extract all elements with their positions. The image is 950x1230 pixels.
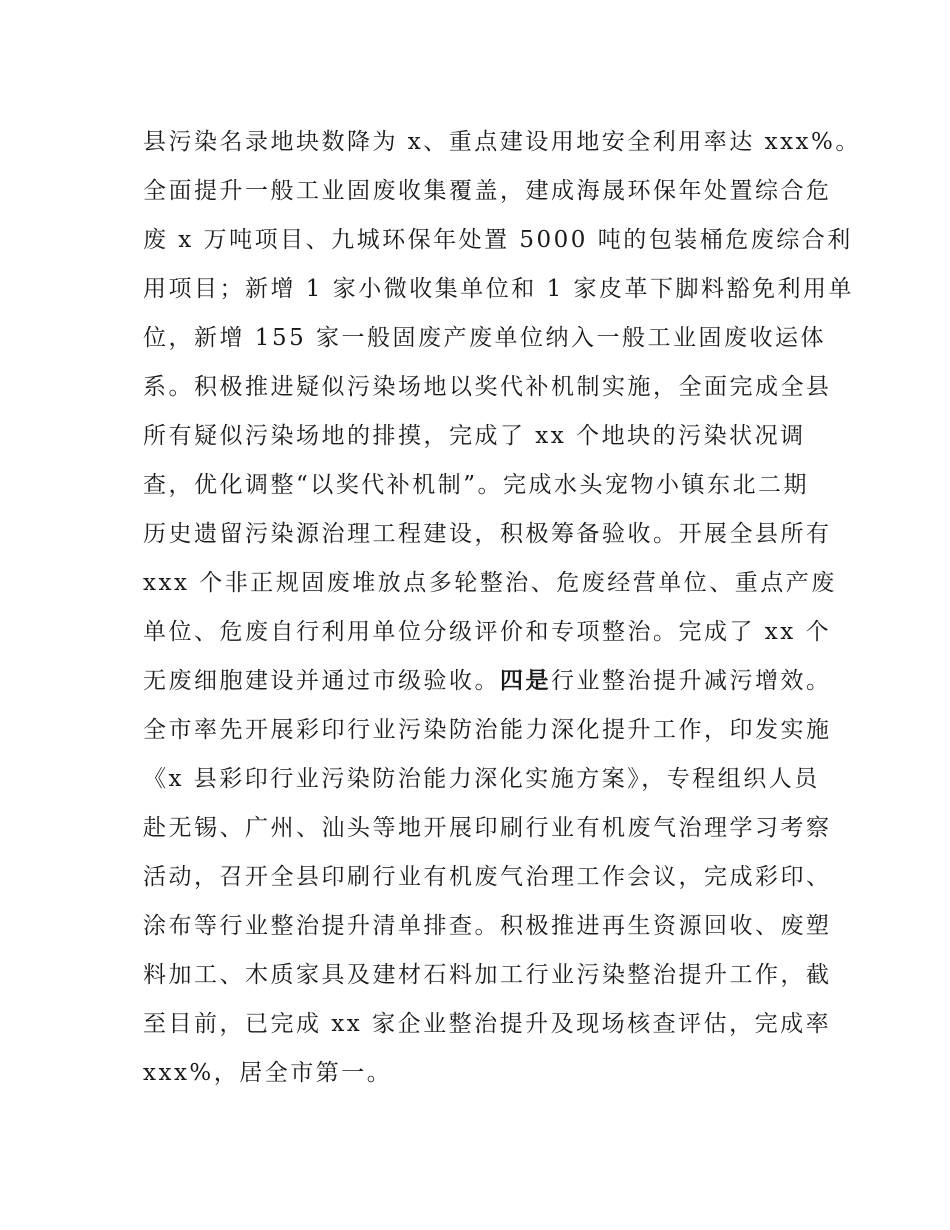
text-line: 系。积极推进疑似污染场地以奖代补机制实施，全面完成全县 — [143, 374, 832, 400]
text-line-prefix: 无废细胞建设并通过市级验收。 — [143, 668, 500, 694]
text-line: xxx 个非正规固废堆放点多轮整治、危废经营单位、重点产废 — [143, 570, 837, 596]
text-line: 全市率先开展彩印行业污染防治能力深化提升工作，印发实施 — [143, 717, 832, 743]
text-line: xxx%，居全市第一。 — [143, 1060, 393, 1086]
text-line: 历史遗留污染源治理工程建设，积极筹备验收。开展全县所有 — [143, 521, 832, 547]
document-body — [143, 118, 861, 1098]
text-line: 涂布等行业整治提升清单排查。积极推进再生资源回收、废塑 — [143, 913, 832, 939]
text-line: 用项目；新增 1 家小微收集单位和 1 家皮革下脚料豁免利用单 — [143, 276, 855, 302]
text-line: 县污染名录地块数降为 x、重点建设用地安全利用率达 xxx%。 — [143, 129, 861, 155]
text-line: 单位、危废自行利用单位分级评价和专项整治。完成了 xx 个 — [143, 619, 832, 645]
text-line: 位，新增 155 家一般固废产废单位纳入一般工业固废收运体 — [143, 325, 827, 351]
text-line: 《x 县彩印行业污染防治能力深化实施方案》，专程组织人员 — [143, 766, 820, 792]
text-line: 活动，召开全县印刷行业有机废气治理工作会议，完成彩印、 — [143, 864, 832, 890]
text-line: 赴无锡、广州、汕头等地开展印刷行业有机废气治理学习考察 — [143, 815, 832, 841]
text-line-with-heading — [143, 657, 832, 706]
text-line: 所有疑似污染场地的排摸，完成了 xx 个地块的污染状况调 — [143, 423, 806, 449]
text-line: 全面提升一般工业固废收集覆盖，建成海晟环保年处置综合危 — [143, 178, 832, 204]
text-line: 至目前，已完成 xx 家企业整治提升及现场核查评估，完成率 — [143, 1011, 832, 1037]
section-marker: 四是 — [500, 668, 551, 694]
text-line: 查，优化调整“以奖代补机制”。完成水头宠物小镇东北二期 — [143, 472, 810, 498]
section-heading: 行业整治提升减污增效。 — [551, 668, 832, 694]
text-line: 废 x 万吨项目、九城环保年处置 5000 吨的包装桶危废综合利 — [143, 227, 853, 253]
text-line: 料加工、木质家具及建材石料加工行业污染整治提升工作，截 — [143, 962, 832, 988]
